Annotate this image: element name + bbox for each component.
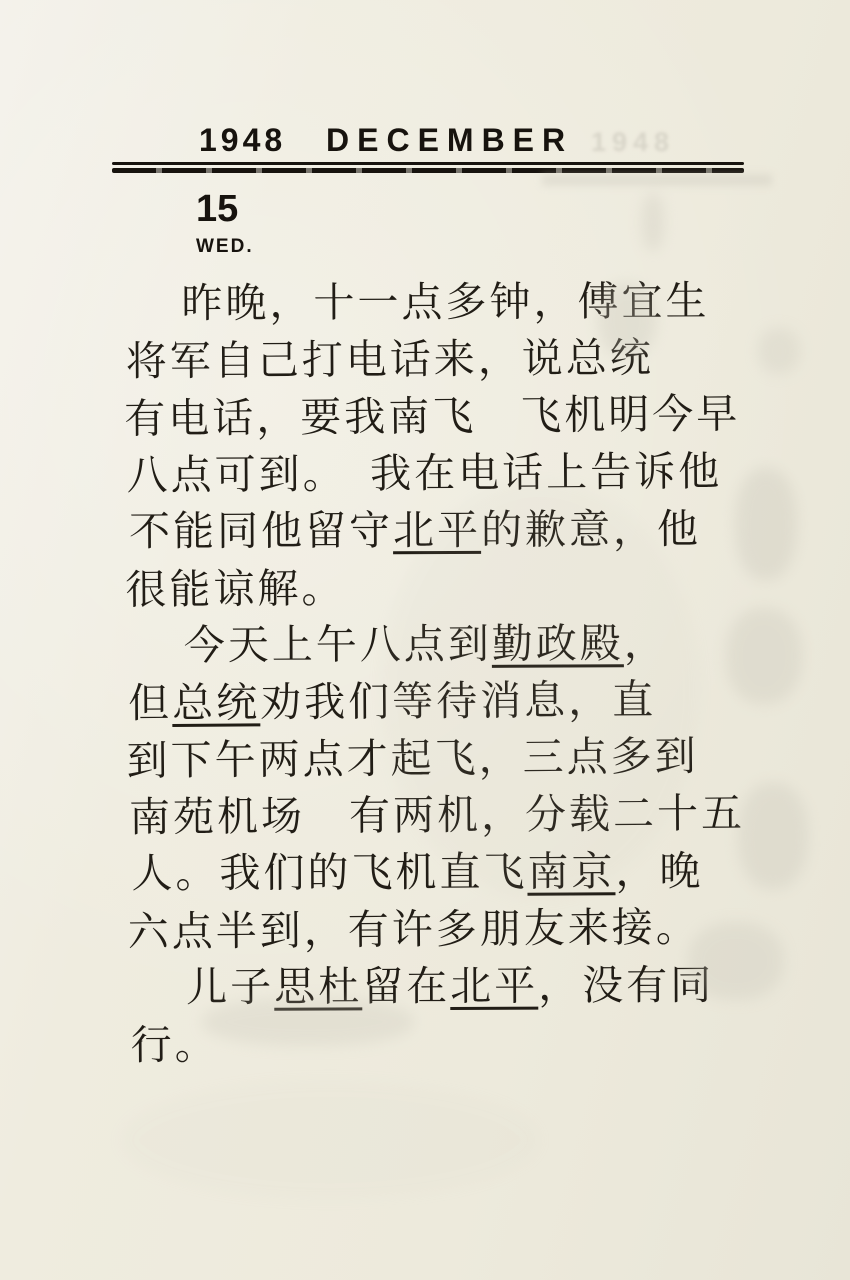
handwriting-line: [126, 443, 786, 505]
handwriting-segment: 今天上午八点到: [183, 619, 492, 670]
header-double-rule: [112, 162, 744, 173]
handwriting-segment: 不能同他留守: [128, 506, 394, 556]
handwriting-line: [126, 329, 786, 391]
bleedthrough-mark: [688, 922, 784, 1000]
bleedthrough-mark: [598, 283, 656, 357]
bleedthrough-mark: [642, 193, 664, 251]
rule-top-line: [112, 162, 744, 165]
handwriting-segment: 八点可到。 我在电话上告诉他: [126, 447, 723, 500]
paper-mottling: [120, 1080, 540, 1200]
bleedthrough-mark: [735, 468, 797, 580]
handwriting-line: [127, 273, 787, 333]
day-weekday: WED.: [196, 236, 254, 257]
underlined-proper-noun: 北平: [450, 961, 539, 1011]
handwriting-line: [124, 385, 784, 448]
handwriting-segment: 六点半到，有许多朋友来接。: [127, 902, 700, 956]
underlined-proper-noun: 总统: [172, 678, 261, 727]
header-month: DECEMBER: [326, 122, 574, 158]
underlined-proper-noun: 北平: [392, 505, 482, 555]
handwriting-segment: 人。我们的飞机直飞: [131, 847, 528, 898]
handwriting-segment: 行。: [130, 1020, 219, 1070]
handwriting-segment: 很能谅解。: [125, 563, 346, 614]
handwriting-segment: ，: [623, 619, 668, 668]
rule-bottom-line: [112, 168, 744, 173]
handwriting-segment: 儿子: [186, 962, 275, 1012]
handwriting-segment: 的歉意，他: [480, 504, 702, 554]
header-year: 1948: [199, 122, 287, 158]
underlined-proper-noun: 勤政殿: [491, 619, 624, 668]
handwriting-segment: 有电话，要我南飞 飞机明今早: [124, 389, 741, 443]
bleedthrough-mark: [726, 608, 802, 704]
bleedthrough-mark: [738, 783, 808, 889]
handwriting-segment: 到下午两点才起飞，三点多到: [126, 731, 699, 785]
day-number: 15: [196, 188, 239, 230]
bleedthrough-mark: [202, 998, 414, 1046]
bleedthrough-year-text: 1948: [591, 127, 676, 157]
paper-mottling: [380, 480, 700, 900]
handwriting-segment: 将军自己打电话来，说总统: [125, 333, 654, 386]
handwriting-segment: ，晚: [615, 846, 704, 896]
underlined-proper-noun: 南京: [527, 847, 616, 896]
handwriting-segment: 南苑机场 有两机，分载二十五: [128, 789, 746, 842]
underlined-proper-noun: 思杜: [274, 962, 363, 1011]
handwriting-segment: 但: [128, 678, 173, 728]
handwriting-segment: ，没有同: [538, 960, 715, 1010]
handwriting-segment: 留在: [362, 962, 451, 1011]
rule-shadow-smudge: [542, 174, 772, 186]
handwriting-segment: 昨晚，十一点多钟，傅宜生: [181, 276, 710, 328]
handwriting-segment: 劝我们等待消息，直: [260, 675, 657, 727]
bleedthrough-mark: [758, 328, 800, 374]
